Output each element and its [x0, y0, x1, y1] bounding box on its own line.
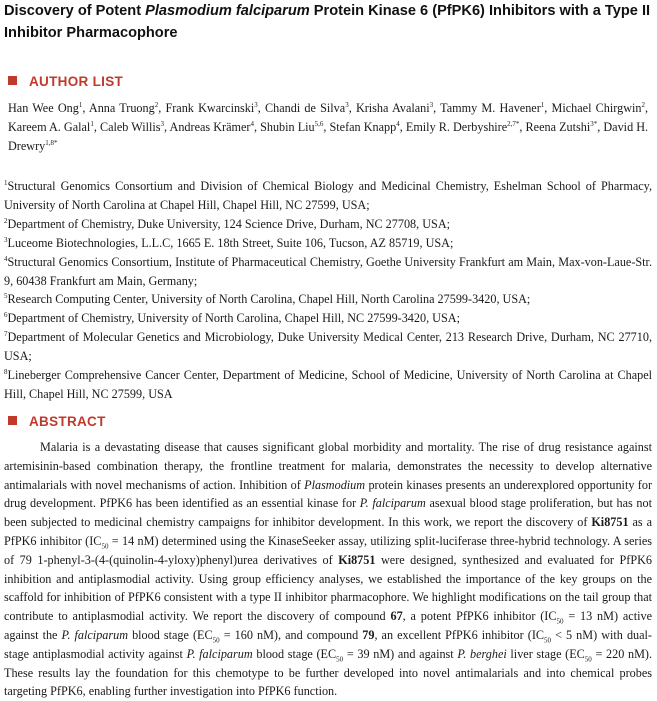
title-italic-text: Plasmodium falciparum [145, 3, 310, 19]
author-name [165, 101, 257, 115]
section-square-icon [8, 76, 17, 85]
author-name-text: Andreas Krämer [169, 119, 251, 134]
abstract-text: = 14 nM) determined using the KinaseSeeker assay, utilizing split-luciferase three-hybrid technology. A series of 79 1-phenyl-3-(4-(quinolin-4-yloxy)phenyl)urea derivatives of [4, 533, 653, 567]
abstract-italic: P. falciparum [61, 627, 129, 642]
abstract-text: were designed, synthesized and evaluated for PfPK6 inhibition and antiplasmodial activity. Using group efficiency analyses, we established the importance of the key groups on the scaffold for inhibition of PfPK6 consistent with a type II inhibitor pharmacophore. We highlight modifications on the tail group that contribute to antiplasmodial activity. We report the discovery of compound [4, 552, 653, 624]
abstract-subscript: 50 [336, 655, 344, 664]
author-affiliation-marker: 2 [641, 100, 645, 109]
abstract-text: blood stage (EC [252, 646, 337, 661]
author-name-text: Kareem A. Galal [8, 119, 91, 134]
author-affiliation-marker: 1 [78, 100, 83, 109]
author-affiliation-marker: 3 [345, 100, 349, 109]
abstract-text: = 220 nM). These results lay the foundation for this chemotype to be further developed into novel antimalarials and into chemical probes targeting PfPK6, enabling further investigation into PfPK6 function. [4, 646, 653, 699]
author-name-text: Anna Truong [88, 101, 155, 115]
affiliation-number: 7 [4, 330, 8, 339]
affiliation-number: 3 [4, 235, 8, 244]
affiliation-number: 5 [4, 292, 8, 301]
abstract-bold: Ki8751 [591, 515, 629, 530]
affiliation-text: Structural Genomics Consortium, Institute of Pharmaceutical Chemistry, Goethe University Frankfurt am Main, Max-von-Laue-Str. 9, 60438 Frankfurt am Main, Germany; [4, 254, 652, 288]
affiliation-text: Luceome Biotechnologies, L.L.C, 1665 E. 18th Street, Suite 106, Tucson, AZ 85719, USA; [7, 235, 454, 250]
affiliation-number: 4 [4, 254, 8, 263]
title-text-end: Protein Kinase 6 (PfPK6) Inhibitors with a Type II Inhibitor Pharmacophore [4, 3, 651, 41]
affiliation-item [4, 253, 652, 291]
author-name-text: Stefan Knapp [329, 119, 397, 134]
author-affiliation-marker: 1,8* [45, 138, 58, 147]
abstract-text: protein kinases presents an underexplored opportunity for drug development. PfPK6 has been identified as an essential kinase for [4, 477, 653, 511]
author-affiliation-marker: 4 [396, 119, 400, 128]
abstract-text: , an excellent PfPK6 inhibitor (IC [374, 627, 545, 642]
affiliation-list [4, 177, 652, 404]
abstract-heading-text: ABSTRACT [29, 414, 106, 429]
affiliation-number: 2 [4, 216, 8, 225]
author-affiliation-marker: 5,6 [314, 119, 324, 128]
author-name [170, 120, 254, 134]
affiliation-item [4, 215, 652, 234]
author-name [356, 101, 433, 115]
affiliation-item [4, 328, 652, 366]
abstract-text: as a PfPK6 inhibitor (IC [4, 515, 652, 548]
abstract-text: = 13 nM) active against the [4, 609, 652, 642]
abstract-body [4, 438, 652, 701]
author-name [440, 101, 544, 115]
affiliation-text: Department of Chemistry, University of North Carolina, Chapel Hill, NC 27599-3420, USA; [7, 311, 460, 326]
abstract-subscript: 50 [101, 542, 109, 551]
abstract-bold: Ki8751 [338, 552, 376, 567]
abstract-subscript: 50 [584, 655, 592, 664]
abstract-text: = 39 nM) and against [343, 646, 458, 661]
abstract-bold: 79 [362, 627, 375, 642]
author-affiliation-marker: 1 [90, 119, 94, 128]
author-name-text: Chandi de Silva [265, 101, 346, 115]
abstract-subscript: 50 [212, 636, 220, 645]
abstract-italic: P. falciparum [186, 646, 253, 661]
affiliation-number: 6 [4, 311, 8, 320]
abstract-heading [8, 414, 106, 429]
abstract-bold: 67 [390, 609, 403, 624]
abstract-text: , a potent PfPK6 inhibitor (IC [402, 609, 557, 624]
abstract-text: < 5 nM) with dual-stage antiplasmodial activity against [4, 627, 652, 661]
author-name [265, 101, 349, 115]
affiliation-number: 8 [4, 368, 8, 376]
author-affiliation-marker: 4 [250, 119, 254, 128]
affiliation-item [4, 234, 652, 253]
affiliation-item [4, 309, 652, 328]
abstract-text: liver stage (EC [506, 646, 585, 661]
title-text: Discovery of Potent [4, 3, 146, 19]
author-name [552, 101, 645, 115]
author-name-text: Tammy M. Havener [440, 101, 541, 115]
author-name-text: Han Wee Ong [8, 101, 79, 115]
affiliation-text: Department of Chemistry, Duke University, 124 Science Drive, Durham, NC 27708, USA; [7, 216, 451, 231]
abstract-italic: Plasmodium [304, 477, 366, 492]
author-name [8, 120, 94, 134]
abstract-subscript: 50 [544, 636, 552, 645]
affiliation-item [4, 366, 652, 404]
abstract-text: asexual blood stage proliferation, but has not been subjected to medicinal chemistry campaigns for inhibitor development. In this work, we report the discovery of [4, 496, 652, 530]
author-name-text: David H. Drewry [8, 119, 649, 153]
author-affiliation-marker: 3 [254, 100, 258, 109]
section-square-icon [8, 416, 17, 425]
author-name [406, 120, 520, 134]
author-name-text: Reena Zutshi [525, 119, 591, 134]
affiliation-number: 1 [4, 178, 8, 187]
author-list-heading-text: AUTHOR LIST [29, 74, 124, 89]
abstract-subscript: 50 [556, 617, 564, 626]
author-name [260, 120, 323, 134]
author-name-text: Caleb Willis [99, 119, 161, 134]
author-name-text: Krisha Avalani [355, 101, 430, 115]
author-name [8, 101, 82, 115]
abstract-text: blood stage (EC [128, 627, 213, 642]
abstract-text: = 160 nM), and compound [219, 627, 363, 642]
author-name-text: Shubin Liu [260, 119, 315, 134]
affiliation-text: Research Computing Center, University of North Carolina, Chapel Hill, North Carolina 27599-3420, USA; [7, 292, 531, 307]
author-affiliation-marker: 1 [540, 100, 545, 109]
author-list: Han Wee Ong$^1$, Anna Truong$^2$, Frank Kwarcinski$^3$, Chandi de Silva$^3$, Krisha Avalani$^3$, Tammy M. Havener$^1$, Michael Chirgwin$^2$, Kareem A. Galal$^1$, Caleb Willis$^3$, Andreas Krämer$^4$, Shubin Liu$^{5,6}$, Stefan Knapp$^4$, Emily R. Derbyshire$^{2,7*}$, Reena Zutshi$^{3*}$, David H. Drewry$^{1,8*}$ [8, 100, 649, 153]
author-affiliation-marker: 3 [160, 119, 165, 128]
author-name [89, 101, 158, 115]
author-name-text: Michael Chirgwin [551, 101, 642, 115]
author-affiliation-marker: 3* [590, 119, 598, 128]
paper-title [4, 0, 654, 44]
abstract-italic: P. berghei [457, 646, 507, 661]
affiliation-item [4, 290, 652, 309]
affiliation-text: Lineberger Comprehensive Cancer Center, Department of Medicine, School of Medicine, University of North Carolina at Chapel Hill, Chapel Hill, NC 27599, USA [4, 368, 652, 401]
author-name [100, 120, 164, 134]
author-affiliation-marker: 2 [154, 100, 159, 109]
author-name [330, 120, 400, 134]
abstract-italic: P. falciparum [359, 496, 426, 511]
author-affiliation-marker: 2,7* [507, 119, 520, 128]
abstract-text: Malaria is a devastating disease that causes significant global morbidity and mortality. The rise of drug resistance against artemisinin-based combination therapy, the frontline treatment for malaria, demonstrates the necessity to develop alternative antimalarials with novel mechanisms of action. Inhibition of [4, 440, 652, 492]
author-name [526, 120, 598, 134]
author-name-text: Frank Kwarcinski [165, 101, 255, 115]
affiliation-text: Department of Molecular Genetics and Microbiology, Duke University Medical Center, 213 Research Drive, Durham, NC 27710, USA; [4, 330, 652, 364]
author-affiliation-marker: 3 [429, 100, 434, 109]
affiliation-text: Structural Genomics Consortium and Division of Chemical Biology and Medicinal Chemistry, Eshelman School of Pharmacy, University of North Carolina at Chapel Hill, Chapel Hill, NC 27599, USA; [4, 179, 652, 212]
author-name-text: Emily R. Derbyshire [405, 119, 508, 134]
author-list-heading [8, 74, 123, 89]
affiliation-item [4, 177, 652, 215]
